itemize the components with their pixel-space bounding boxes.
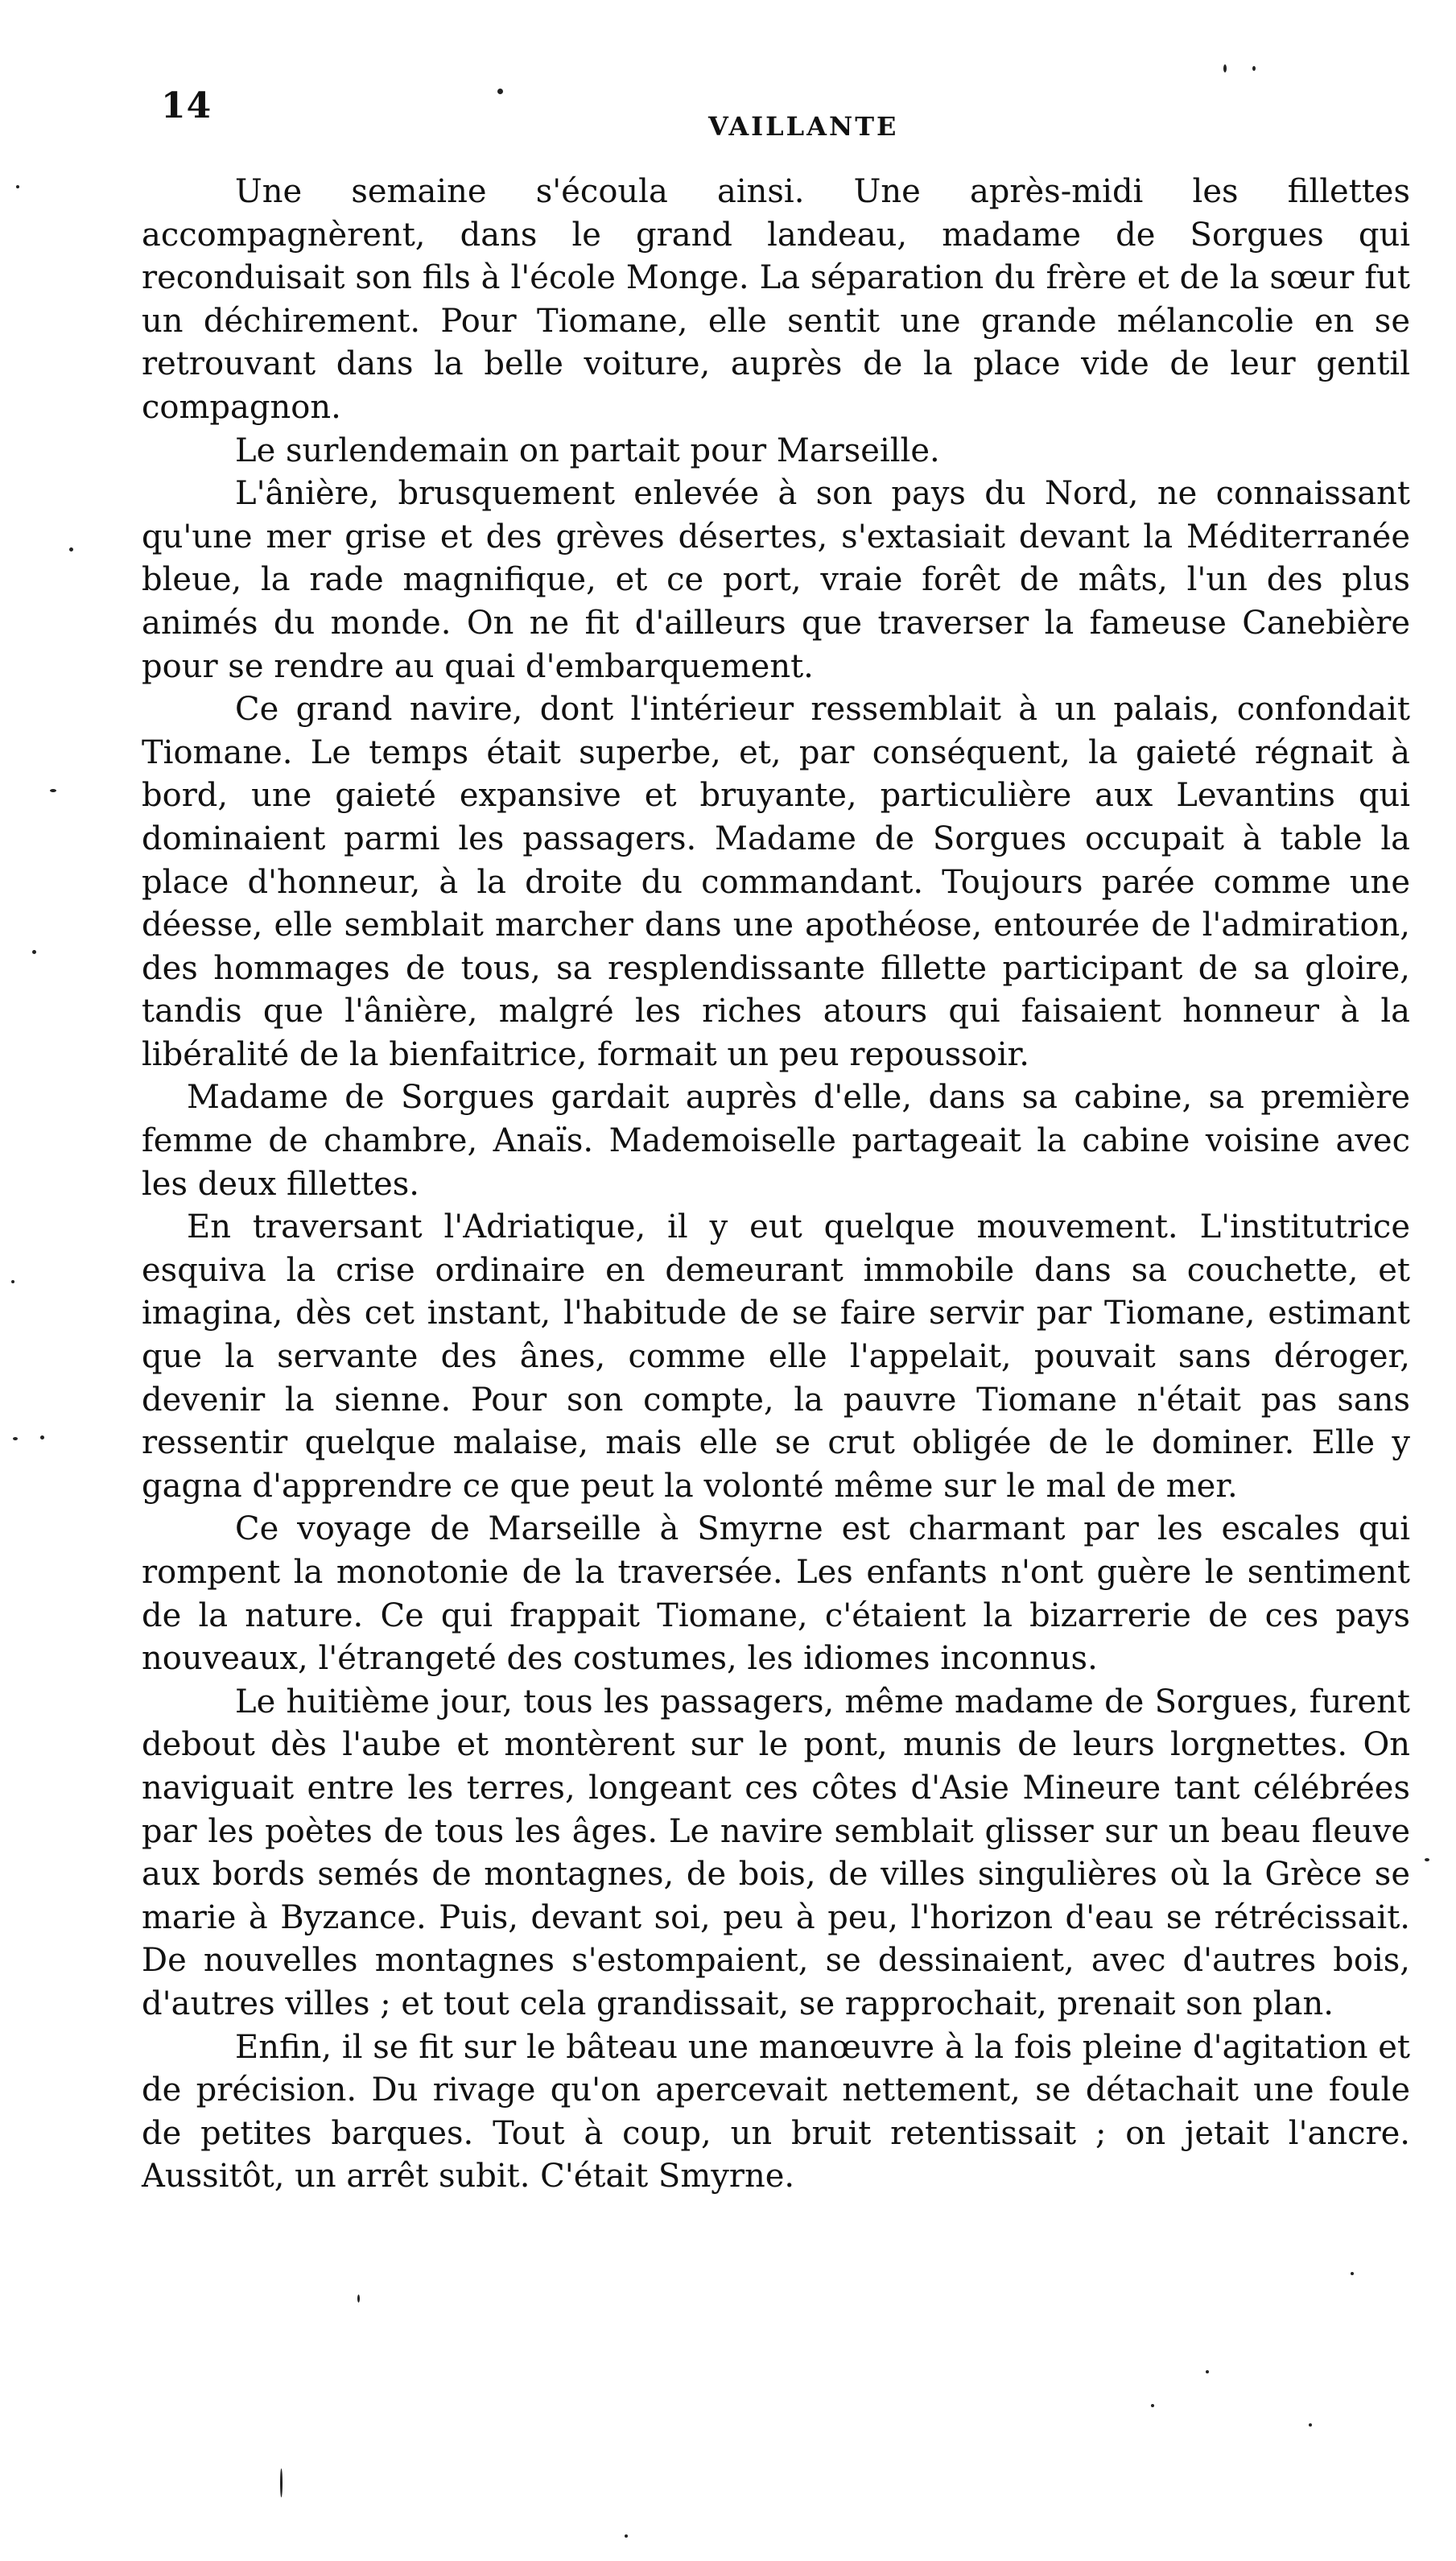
- scan-speck: [1425, 1858, 1429, 1861]
- paragraph: Le surlendemain on partait pour Marseille.: [235, 432, 940, 469]
- paragraph: Le huitième jour, tous les passagers, même madame de Sorgues, furent debout dès l'aube et montèrent sur le pont, munis de leurs lorgnettes. On naviguait entre les terres, longeant ces côtes d'Asie Mineure tant célébrées par les poètes de tous les âges. Le navire semblait glisser sur un beau fleuve aux bords semés de montagnes, de bois, de villes singulières où la Grèce se marie à Byzance. Puis, devant soi, peu à peu, l'horizon d'eau se rétrécissait. De nouvelles montagnes s'estompaient, se dessinaient, avec d'autres bois, d'autres villes ; et tout cela grandissait, se rapprochait, prenait son plan.: [142, 1683, 1410, 2022]
- paragraph: Enfin, il se fit sur le bâteau une manœuvre à la fois pleine d'agitation et de précision. Du rivage qu'on apercevait nettement, se détachait une foule de petites barques. Tout à coup, un bruit retentissait ; on jetait l'ancre. Aussitôt, un arrêt subit. C'était Smyrne.: [142, 2028, 1410, 2195]
- paragraph: En traversant l'Adriatique, il y eut quelque mouvement. L'institutrice esquiva la crise ordinaire en demeurant immobile dans sa couchette, et imagina, dès cet instant, l'habitude de se faire servir par Tiomane, estimant que la servante des ânes, comme elle l'appelait, pouvait sans déroger, devenir la sienne. Pour son compte, la pauvre Tiomane n'était pas sans ressentir quelque malaise, mais elle se crut obligée de le dominer. Elle y gagna d'apprendre ce que peut la volonté même sur le mal de mer.: [142, 1208, 1410, 1505]
- scan-speck: [625, 2534, 628, 2538]
- scan-speck: [1206, 2370, 1209, 2373]
- scan-speck: [1351, 2272, 1354, 2275]
- scan-speck: [11, 1280, 14, 1283]
- page-number: 14: [161, 85, 212, 126]
- scan-speck: [69, 547, 73, 551]
- scan-speck: [1151, 2404, 1154, 2407]
- scan-speck: [13, 1437, 18, 1440]
- scan-speck: [1309, 2423, 1312, 2427]
- scan-speck: [50, 789, 56, 792]
- scan-speck: [357, 2295, 360, 2303]
- paragraph: Ce voyage de Marseille à Smyrne est charmant par les escales qui rompent la monotonie de la traversée. Les enfants n'ont guère le sentiment de la nature. Ce qui frappait Tiomane, c'étaient la bizarrerie de ces pays nouveaux, l'étrangeté des costumes, les idiomes inconnus.: [142, 1510, 1410, 1678]
- paragraph: L'ânière, brusquement enlevée à son pays du Nord, ne connaissant qu'une mer grise et des grèves désertes, s'extasiait devant la Méditerranée bleue, la rade magnifique, et ce port, vraie forêt de mâts, l'un des plus animés du monde. On ne fit d'ailleurs que traverser la fameuse Canebière pour se rendre au quai d'embarquement.: [142, 475, 1410, 685]
- scan-speck: [1223, 64, 1227, 72]
- running-title: VAILLANTE: [708, 111, 899, 142]
- paragraph: Ce grand navire, dont l'intérieur ressemblait à un palais, confondait Tiomane. Le temps était superbe, et, par conséquent, la gaieté régnait à bord, une gaieté expansive et bruyante, particulière aux Levantins qui dominaient parmi les passagers. Madame de Sorgues occupait à table la place d'honneur, à la droite du commandant. Toujours parée comme une déesse, elle semblait marcher dans une apothéose, entourée de l'admiration, des hommages de tous, sa resplendissante fillette participant de sa gloire, tandis que l'ânière, malgré les riches atours qui faisaient honneur à la libéralité de la bienfaitrice, formait un peu repoussoir.: [142, 691, 1410, 1073]
- scan-speck: [280, 2468, 283, 2497]
- scan-speck: [40, 1435, 44, 1440]
- scan-speck: [1252, 66, 1256, 71]
- scan-speck: [497, 89, 503, 94]
- scan-speck: [16, 185, 19, 188]
- paragraph: Une semaine s'écoula ainsi. Une après-midi les fillettes accompagnèrent, dans le grand landeau, madame de Sorgues qui reconduisait son fils à l'école Monge. La séparation du frère et de la sœur fut un déchirement. Pour Tiomane, elle sentit une grande mélancolie en se retrouvant dans la belle voiture, auprès de la place vide de leur gentil compagnon.: [142, 173, 1410, 426]
- scan-speck: [32, 950, 36, 954]
- paragraph: Madame de Sorgues gardait auprès d'elle, dans sa cabine, sa première femme de chambre, Anaïs. Mademoiselle partageait la cabine voisine avec les deux fillettes.: [142, 1079, 1410, 1203]
- body-text: [142, 171, 1410, 2199]
